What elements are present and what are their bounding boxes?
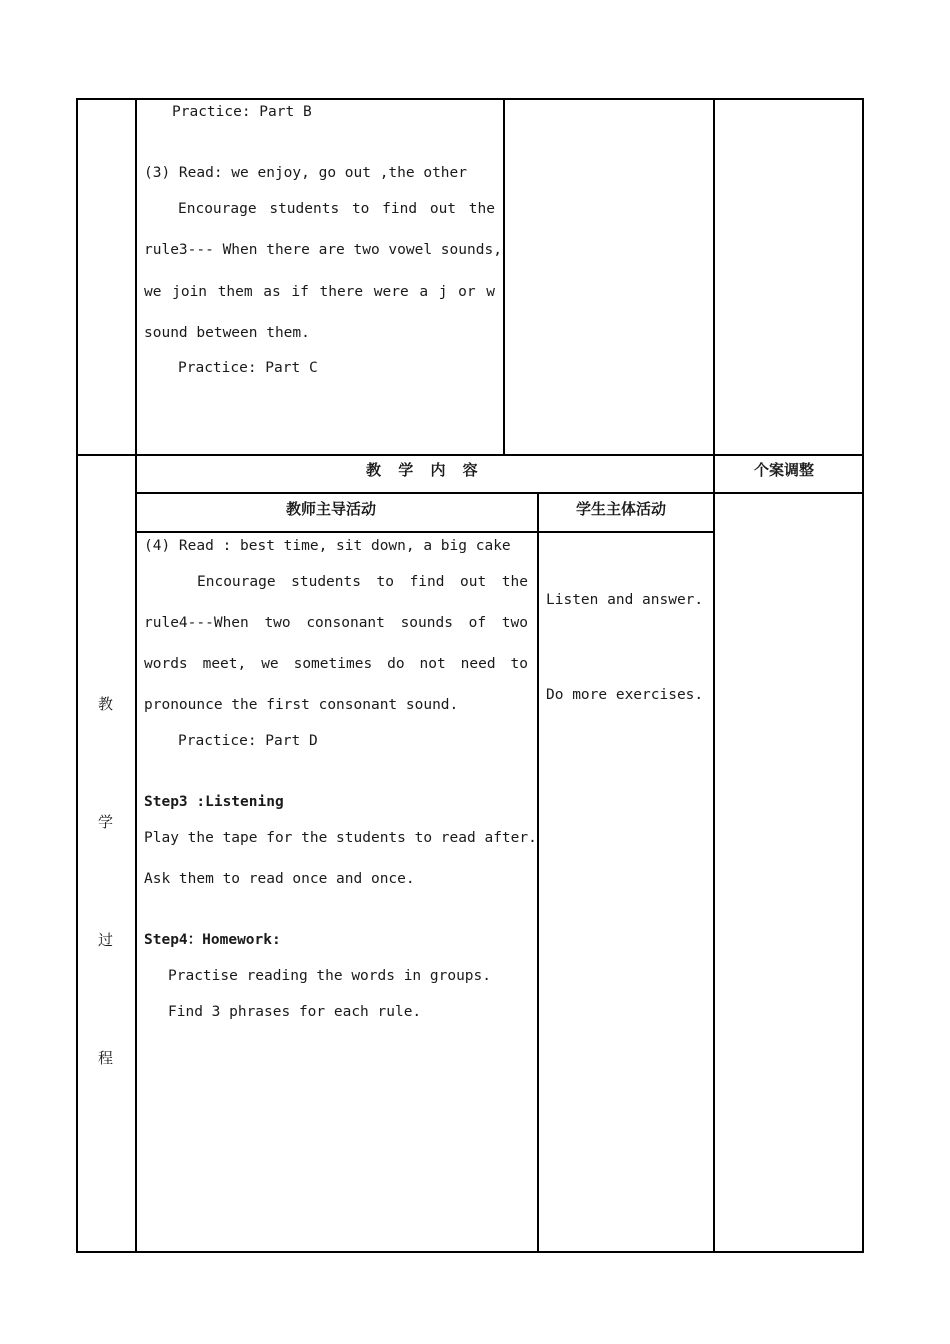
rule3-line1: rule3--- When there are two vowel sounds,: [144, 242, 502, 258]
practice-c-text: Practice: Part C: [178, 360, 318, 376]
table-bottom-border: [76, 1251, 864, 1253]
rule3-line3: sound between them.: [144, 325, 310, 341]
content-header: 教 学 内 容: [366, 461, 478, 479]
side-label-char-3: 过: [98, 931, 114, 949]
student-listen-text: Listen and answer.: [546, 592, 704, 608]
read3-text: (3) Read: we enjoy, go out ,the other: [144, 165, 468, 181]
encourage4-text: Encourage students to find out the: [197, 574, 528, 590]
homework-item-2: Find 3 phrases for each rule.: [168, 1004, 422, 1020]
homework-item-1: Practise reading the words in groups.: [168, 968, 492, 984]
teacher-activity-header: 教师主导活动: [286, 500, 377, 518]
rule3-line2: we join them as if there were a j or w: [144, 284, 495, 300]
table-right-border: [862, 98, 864, 1252]
practice-b-text: Practice: Part B: [172, 104, 312, 120]
col-divider-teacher-student: [537, 492, 539, 1252]
read4-text: (4) Read : best time, sit down, a big cake: [144, 538, 511, 554]
col-divider-label: [135, 98, 137, 1252]
table-top-border: [76, 98, 864, 100]
side-label-char-1: 教: [98, 695, 114, 713]
subheader-bottom-divider: [135, 531, 713, 533]
adjust-header: 个案调整: [754, 461, 815, 479]
step4-heading: Step4：Homework:: [144, 932, 281, 948]
student-exercises-text: Do more exercises.: [546, 687, 704, 703]
encourage3-text: Encourage students to find out the: [178, 201, 495, 217]
rule4-line1: rule4---When two consonant sounds of two: [144, 615, 528, 631]
rule4-line3: pronounce the first consonant sound.: [144, 697, 459, 713]
side-label-char-2: 学: [98, 813, 114, 831]
subheader-top-divider: [135, 492, 864, 494]
play-tape-text: Play the tape for the students to read after.: [144, 830, 537, 846]
ask-text: Ask them to read once and once.: [144, 871, 415, 887]
rule4-line2: words meet, we sometimes do not need to: [144, 656, 528, 672]
col-divider-adjust: [713, 98, 715, 1252]
side-label-char-4: 程: [98, 1049, 114, 1067]
table-left-border: [76, 98, 78, 1252]
student-activity-header: 学生主体活动: [576, 500, 667, 518]
step3-heading: Step3 :Listening: [144, 794, 284, 810]
row-divider: [76, 454, 864, 456]
practice-d-text: Practice: Part D: [178, 733, 318, 749]
col-divider-top-middle: [503, 98, 505, 455]
